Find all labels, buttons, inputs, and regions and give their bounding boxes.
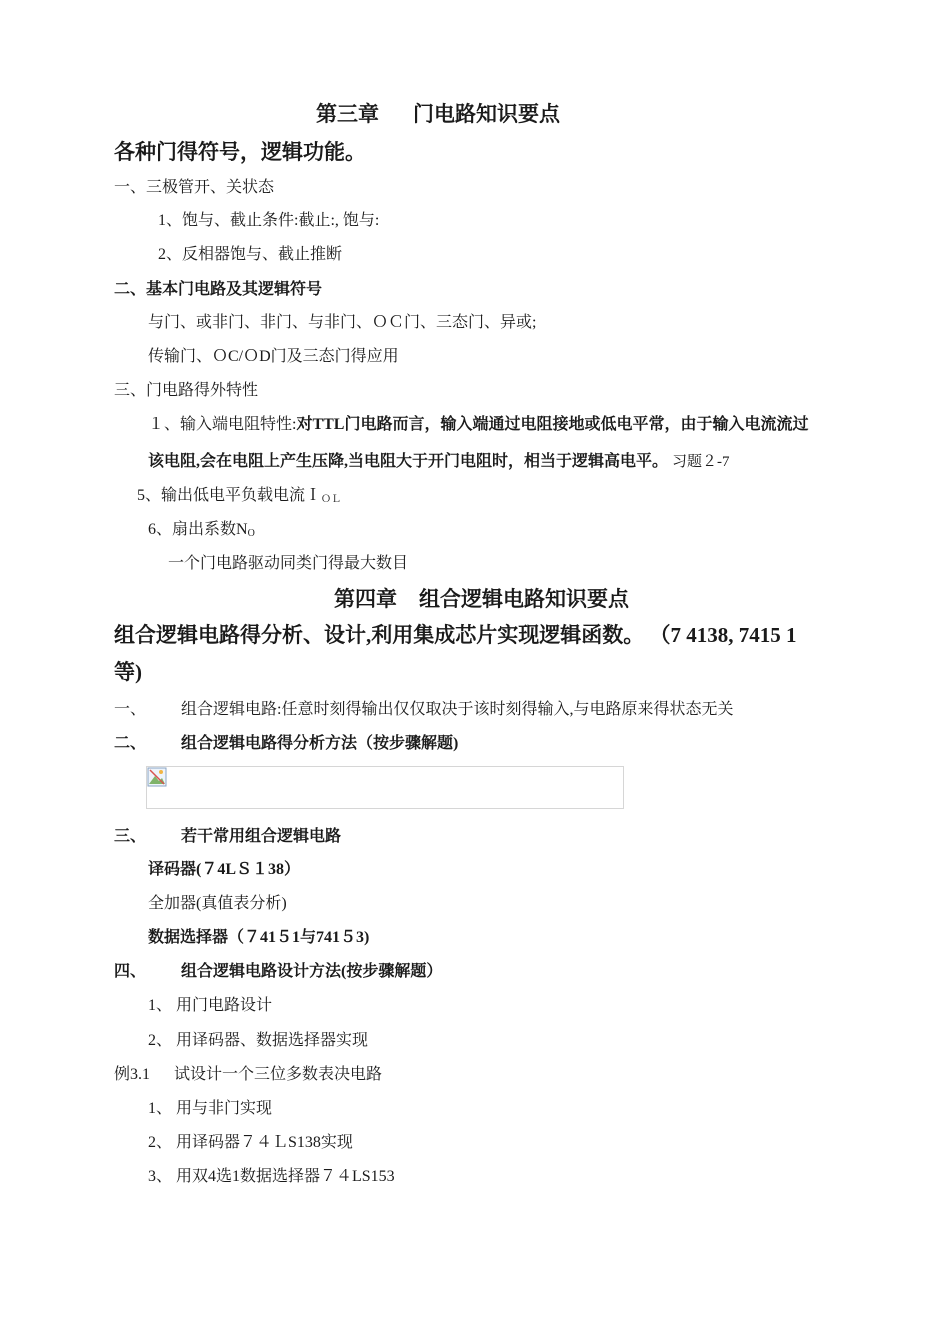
design-item2: 2、 用译码器、数据选择器实现 bbox=[148, 1032, 369, 1049]
chapter4-title bbox=[334, 589, 629, 610]
ch3-section2-line2: 传输门、ＯC/ＯD门及三态门得应用 bbox=[148, 348, 399, 365]
ch3-section1-item1: 1、饱与、截止条件:截止:, 饱与: bbox=[158, 212, 380, 229]
example-item2: 2、 用译码器７４ＬS138实现 bbox=[148, 1134, 353, 1151]
input-resistance-label: １、输入端电阻特性: bbox=[148, 416, 297, 433]
example-item1: 1、 用与非门实现 bbox=[148, 1100, 273, 1117]
example-text: 试设计一个三位多数表决电路 bbox=[174, 1066, 383, 1083]
ch4-section4-text: 组合逻辑电路设计方法(按步骤解题） bbox=[181, 963, 443, 980]
chapter3-number: 第三章 bbox=[316, 102, 379, 126]
chapter4-lead-line2: 等) bbox=[114, 660, 142, 684]
ch4-section2-number: 二、 bbox=[114, 735, 147, 752]
ch3-section3-item5 bbox=[137, 488, 341, 505]
ch3-section2-line1: 与门、或非门、非门、与非门、ＯＣ门、三态门、异或; bbox=[148, 314, 537, 331]
full-adder-item: 全加器(真值表分析) bbox=[148, 895, 287, 912]
ch4-section2-text: 组合逻辑电路得分析方法（按步骤解题) bbox=[181, 735, 459, 752]
ch3-section3-heading: 三、门电路得外特性 bbox=[114, 382, 259, 399]
iol-subscript: ＯＬ bbox=[321, 494, 342, 505]
ch3-section3-item6 bbox=[148, 522, 255, 539]
fanout-label: 6、扇出系数N bbox=[148, 521, 248, 538]
ch3-section1-item2: 2、反相器饱与、截止推断 bbox=[158, 246, 343, 263]
example-label: 例3.1 bbox=[114, 1066, 151, 1083]
chapter4-number: 第四章 bbox=[334, 587, 397, 611]
chapter3-name: 门电路知识要点 bbox=[413, 102, 560, 126]
design-item1: 1、 用门电路设计 bbox=[148, 997, 273, 1014]
decoder-item: 译码器(７4LＳ１38） bbox=[148, 861, 301, 878]
ch4-section3-text: 若干常用组合逻辑电路 bbox=[181, 828, 342, 845]
output-low-current-label: 5、输出低电平负载电流Ｉ bbox=[137, 487, 322, 504]
ch4-section4-number: 四、 bbox=[114, 963, 147, 980]
broken-image-icon bbox=[147, 767, 167, 787]
ch3-section3-item1-cont bbox=[148, 454, 730, 470]
input-resistance-text: 对TTL门电路而言，输入端通过电阻接地或低电平常，由于输入电流流过 bbox=[296, 416, 809, 433]
ch3-section3-item1 bbox=[148, 417, 808, 433]
fanout-definition: 一个门电路驱动同类门得最大数目 bbox=[168, 555, 409, 572]
example-item3: 3、 用双4选1数据选择器７４LS153 bbox=[148, 1168, 395, 1185]
no-subscript: O bbox=[247, 528, 255, 539]
ch4-section3-number: 三、 bbox=[114, 828, 147, 845]
mux-item: 数据选择器（７41５1与741５3) bbox=[148, 929, 370, 946]
ch4-section1-text: 组合逻辑电路:任意时刻得输出仅仅取决于该时刻得输入,与电路原来得状态无关 bbox=[181, 701, 734, 718]
analysis-method-image bbox=[146, 766, 624, 809]
ch4-section1-number: 一、 bbox=[114, 701, 147, 718]
chapter4-name: 组合逻辑电路知识要点 bbox=[419, 587, 629, 611]
exercise-reference: 习题２-7 bbox=[672, 454, 730, 470]
input-resistance-text-cont: 该电阻,会在电阻上产生压降,当电阻大于开门电阻时，相当于逻辑高电平。 bbox=[148, 453, 669, 470]
chapter3-title bbox=[316, 104, 560, 125]
ch3-section2-heading: 二、基本门电路及其逻辑符号 bbox=[114, 281, 323, 298]
ch3-section1-heading: 一、三极管开、关状态 bbox=[114, 179, 275, 196]
chapter3-lead: 各种门得符号，逻辑功能。 bbox=[114, 140, 366, 164]
chapter4-lead-line1: 组合逻辑电路得分析、设计,利用集成芯片实现逻辑函数。 （7 4138, 7415 1 bbox=[114, 623, 797, 647]
